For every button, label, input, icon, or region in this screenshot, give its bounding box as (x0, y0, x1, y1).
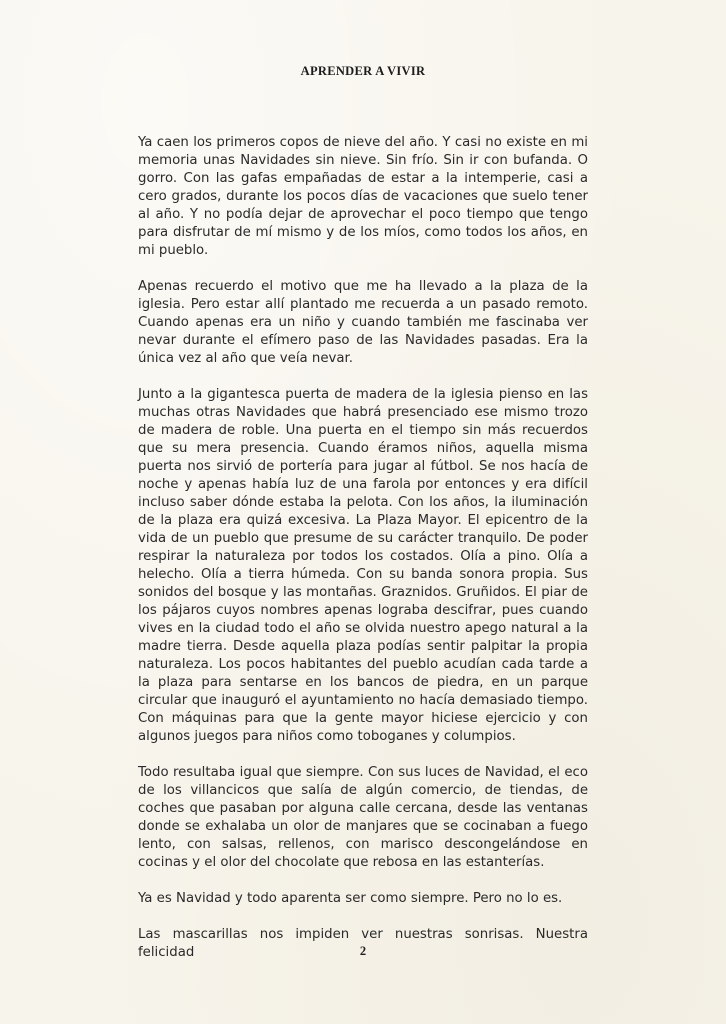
paragraph: Ya es Navidad y todo aparenta ser como siempre. Pero no lo es. (138, 891, 563, 906)
paragraph: Las mascarillas nos impiden ver nuestras sonrisas. Nuestra felicidad (138, 927, 588, 960)
paragraph: Todo resultaba igual que siempre. Con sus luces de Navidad, el eco de los villancicos que salía de algún comercio, de tiendas, de coches que pasaban por alguna calle cercana, desde las ventanas donde se exhalaba un olor de manjares que se cocinaban a fuego lento, con salsas, rellenos, con marisco descongelándose en cocinas y el olor del chocolate que rebosa en las estanterías. (138, 765, 588, 870)
paragraph: Ya caen los primeros copos de nieve del año. Y casi no existe en mi memoria unas Navidades sin nieve. Sin frío. Sin ir con bufanda. O gorro. Con las gafas empañadas de estar a la intemperie, casi a cero grados, durante los pocos días de vacaciones que suelo tener al año. Y no podía dejar de aprovechar el poco tiempo que tengo para disfrutar de mí mismo y de los míos, como todos los años, en mi pueblo. (138, 135, 588, 258)
paragraph: Apenas recuerdo el motivo que me ha llevado a la plaza de la iglesia. Pero estar allí plantado me recuerda a un pasado remoto. Cuando apenas era un niño y cuando también me fascinaba ver nevar durante el efímero paso de las Navidades pasadas. Era la única vez al año que veía nevar. (138, 279, 588, 366)
paragraph: Junto a la gigantesca puerta de madera de la iglesia pienso en las muchas otras Navidades que habrá presenciado ese mismo trozo de madera de roble. Una puerta en el tiempo sin más recuerdos que su mera presencia. Cuando éramos niños, aquella misma puerta nos sirvió de portería para jugar al fútbol. Se nos hacía de noche y apenas había luz de una farola por entonces y era difícil incluso saber dónde estaba la pelota. Con los años, la iluminación de la plaza era quizá excesiva. La Plaza Mayor. El epicentro de la vida de un pueblo que presume de su carácter tranquilo. De poder respirar la naturaleza por todos los costados. Olía a pino. Olía a helecho. Olía a tierra húmeda. Con su banda sonora propia. Sus sonidos del bosque y las montañas. Graznidos. Gruñidos. El piar de los pájaros cuyos nombres apenas lograba descifrar, pues cuando vives en la ciudad todo el año se olvida nuestro apego natural a la madre tierra. Desde aquella plaza podías sentir palpitar la propia naturaleza. Los pocos habitantes del pueblo acudían cada tarde a la plaza para sentarse en los bancos de piedra, en un parque circular que inauguró el ayuntamiento no hacía demasiado tiempo. Con máquinas para que la gente mayor hiciese ejercicio y con algunos juegos para niños como toboganes y columpios. (138, 387, 588, 744)
running-header: APRENDER A VIVIR (300, 64, 426, 78)
page-number: 2 (359, 944, 367, 958)
chapter-body (138, 134, 588, 962)
